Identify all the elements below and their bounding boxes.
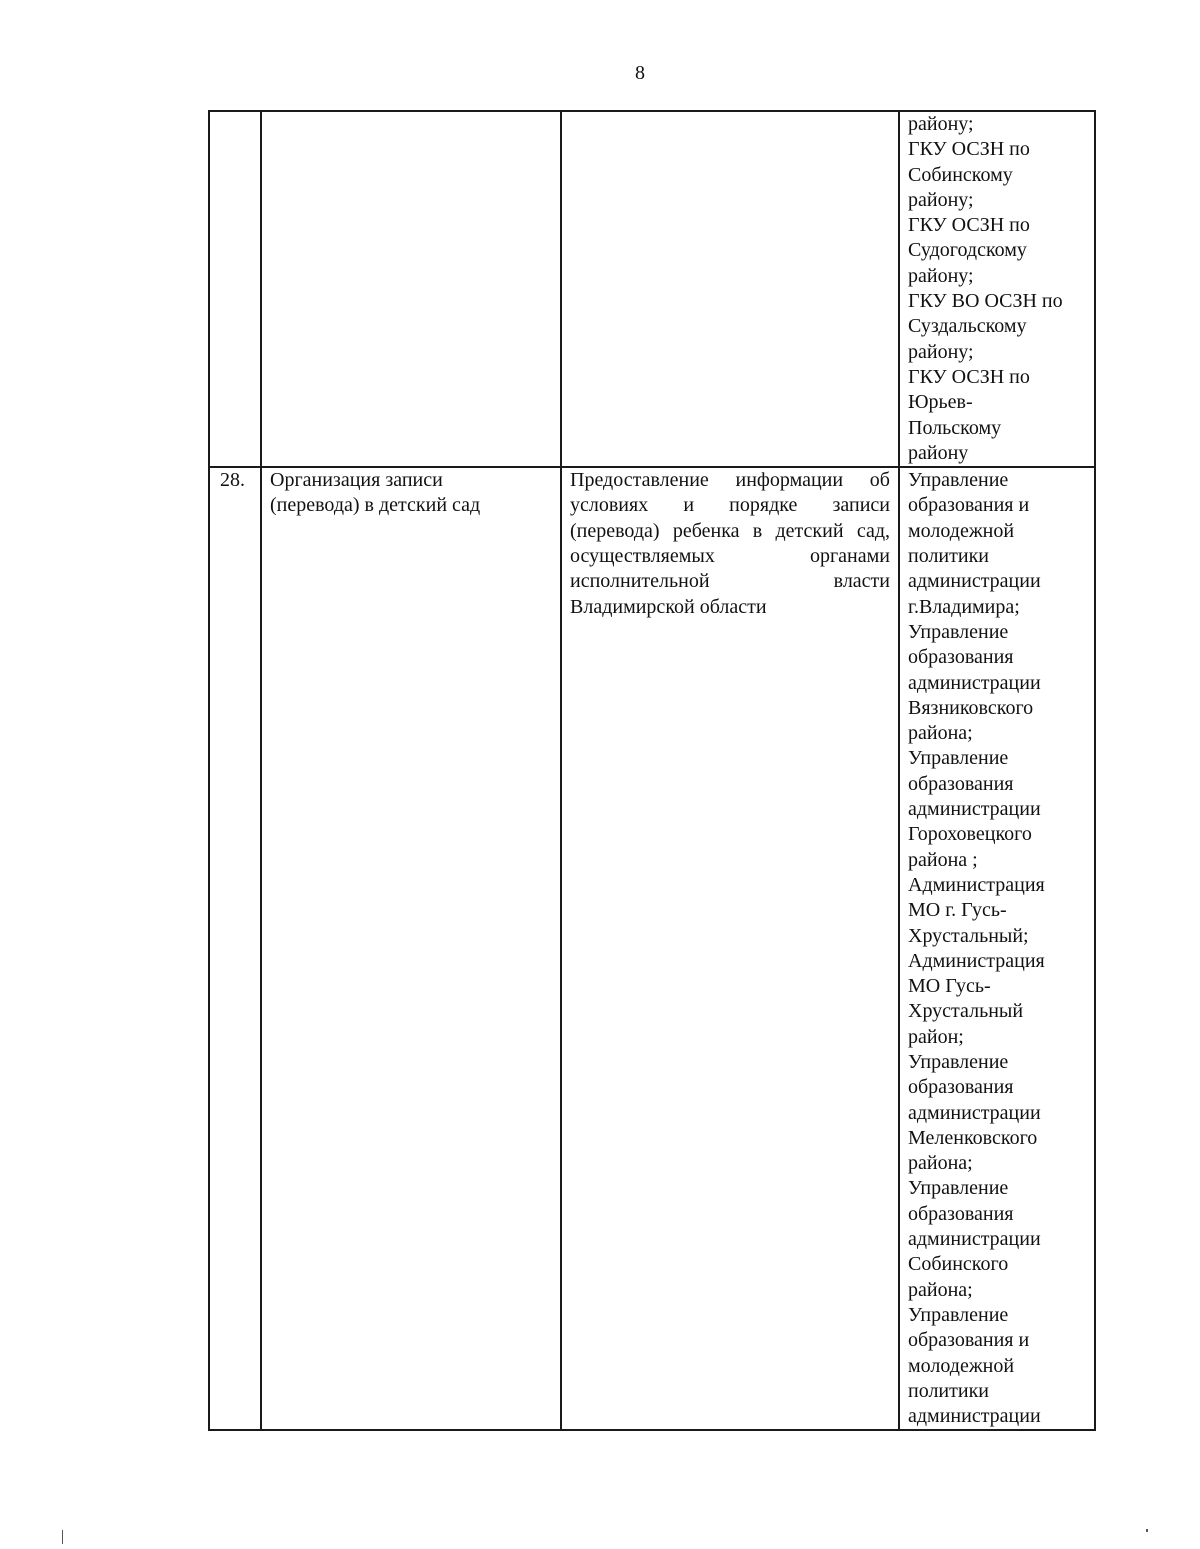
description-line: Владимирской области xyxy=(570,595,767,618)
description-line: условиях и порядке записи xyxy=(570,494,890,517)
agency-line: района; xyxy=(908,1278,973,1301)
agency-line: политики xyxy=(908,1379,989,1402)
agency-line: район; xyxy=(908,1025,964,1048)
agency-line: району; xyxy=(908,188,974,211)
agency-line: молодежной xyxy=(908,1354,1015,1377)
description-line: исполнительной власти xyxy=(570,570,890,593)
agencies-list xyxy=(908,112,1086,466)
agency-line: администрации xyxy=(908,1405,1041,1428)
responsible-agencies-cell xyxy=(899,467,1095,1430)
agency-line: молодежной xyxy=(908,519,1015,542)
agency-line: образования и xyxy=(908,1329,1030,1352)
agency-line: району xyxy=(908,441,969,464)
page-number: 8 xyxy=(635,62,645,84)
agency-line: администрации xyxy=(908,570,1041,593)
service-description-cell xyxy=(561,467,899,1430)
agency-line: района ; xyxy=(908,848,978,871)
agency-line: Администрация xyxy=(908,873,1045,896)
service-name-line: Организация записи xyxy=(270,469,443,492)
agency-line: ГКУ ОСЗН по xyxy=(908,138,1030,161)
service-name-cell xyxy=(261,467,561,1430)
responsible-agencies-cell xyxy=(899,111,1095,467)
agency-line: ГКУ ОСЗН по xyxy=(908,365,1030,388)
description-line: осуществляемых органами xyxy=(570,545,890,568)
agency-line: Хрустальный xyxy=(908,1000,1024,1023)
agency-line: образования и xyxy=(908,494,1030,517)
agency-line: Управление xyxy=(908,1303,1009,1326)
agency-line: г.Владимира; xyxy=(908,595,1020,618)
row-number-cell: 28. xyxy=(209,467,261,1430)
agency-line: Собинскому xyxy=(908,163,1013,186)
agency-line: администрации xyxy=(908,798,1041,821)
agency-line: МО г. Гусь- xyxy=(908,899,1007,922)
services-table xyxy=(208,110,1096,1431)
agency-line: Управление xyxy=(908,620,1009,643)
agency-line: образования xyxy=(908,1202,1014,1225)
agency-line: Польскому xyxy=(908,416,1002,439)
agency-line: образования xyxy=(908,772,1014,795)
agency-line: Суздальскому xyxy=(908,315,1027,338)
description-line: (перевода) ребенка в детский сад, xyxy=(570,519,890,542)
agency-line: образования xyxy=(908,646,1014,669)
agency-line: МО Гусь- xyxy=(908,975,991,998)
agency-line: администрации xyxy=(908,1228,1041,1251)
agency-line: Юрьев- xyxy=(908,391,973,414)
agency-line: Хрустальный; xyxy=(908,924,1029,947)
agency-line: администрации xyxy=(908,1101,1041,1124)
agency-line: Судогодскому xyxy=(908,239,1027,262)
table-row-28 xyxy=(209,467,1095,1430)
agency-line: Гороховецкого xyxy=(908,823,1032,846)
scan-artifact-mark xyxy=(62,1530,63,1544)
agency-line: Управление xyxy=(908,747,1009,770)
row-number-cell xyxy=(209,111,261,467)
table-row-continuation xyxy=(209,111,1095,467)
agency-line: ГКУ ВО ОСЗН по xyxy=(908,290,1063,313)
agency-line: ГКУ ОСЗН по xyxy=(908,214,1030,237)
agency-line: Управление xyxy=(908,1177,1009,1200)
agency-line: политики xyxy=(908,545,989,568)
agency-line: Собинского xyxy=(908,1253,1009,1276)
service-name-cell xyxy=(261,111,561,467)
agencies-list xyxy=(908,468,1086,1429)
service-name xyxy=(270,468,552,519)
agency-line: Управление xyxy=(908,469,1009,492)
agency-line: району; xyxy=(908,264,974,287)
agency-line: Администрация xyxy=(908,949,1045,972)
agency-line: району; xyxy=(908,340,974,363)
agency-line: Меленковского xyxy=(908,1126,1038,1149)
agency-line: района; xyxy=(908,1152,973,1175)
service-name-line: (перевода) в детский сад xyxy=(270,494,481,517)
agency-line: администрации xyxy=(908,671,1041,694)
agency-line: района; xyxy=(908,722,973,745)
description-line: Предоставление информации об xyxy=(570,469,890,492)
scan-artifact-mark xyxy=(1146,1529,1148,1532)
service-description xyxy=(570,468,890,620)
agency-line: образования xyxy=(908,1076,1014,1099)
agency-line: району; xyxy=(908,113,974,135)
service-description-cell xyxy=(561,111,899,467)
agency-line: Вязниковского xyxy=(908,696,1034,719)
agency-line: Управление xyxy=(908,1050,1009,1073)
